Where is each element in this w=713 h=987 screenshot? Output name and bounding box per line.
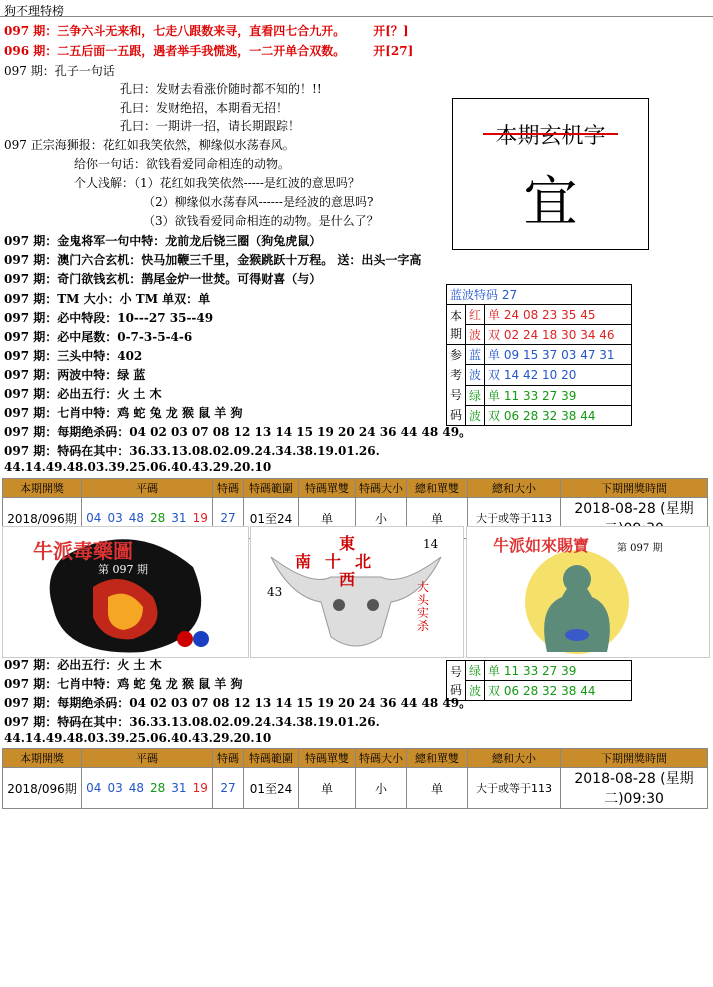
info-line: 097 期：三头中特：402 bbox=[4, 349, 143, 363]
middle-image bbox=[250, 526, 464, 658]
wave-nums: 单 24 08 23 35 45 bbox=[485, 305, 632, 325]
range-cell: 01至24 bbox=[244, 498, 299, 539]
wave-table-small bbox=[446, 660, 632, 701]
results-table-2 bbox=[2, 748, 708, 809]
wave-nums: 单 11 33 27 39 bbox=[485, 661, 632, 681]
page-title: 狗不理特榜 bbox=[4, 4, 65, 18]
wave-nums: 单 11 33 27 39 bbox=[485, 385, 632, 405]
normal-numbers: 04 03 48 28 31 19 bbox=[82, 768, 213, 809]
next-draw-time: 2018-08-28 (星期二)09:30 bbox=[561, 768, 708, 809]
num-label: 14 bbox=[423, 537, 439, 551]
size-cell: 小 bbox=[356, 768, 407, 809]
wave-side: 号 码 bbox=[447, 661, 466, 701]
right-image-issue: 第 097 期 bbox=[617, 543, 663, 554]
col-header: 特碼 bbox=[213, 479, 244, 498]
riddle-title: 本期玄机字 bbox=[495, 124, 606, 149]
wave-nums: 双 02 24 18 30 34 46 bbox=[485, 325, 632, 345]
wave-color: 波 bbox=[466, 325, 485, 345]
wave-nums: 双 14 42 10 20 bbox=[485, 365, 632, 385]
header-divider bbox=[0, 16, 713, 17]
info-line: 097 期：金鬼将军一句中特：龙前龙后铙三圈（狗兔虎鼠） bbox=[4, 234, 322, 248]
wave-color: 蓝 bbox=[466, 345, 485, 365]
right-image-title: 牛派如來賜寶 bbox=[493, 536, 590, 555]
zhengzong-line: 给你一句话：欲钱看爱同命相连的动物。 bbox=[74, 157, 291, 171]
col-header: 特碼範圍 bbox=[244, 479, 299, 498]
wave-side: 本 期 bbox=[447, 305, 466, 345]
info-line: 097 期：必中尾数：0-7-3-5-4-6 bbox=[4, 330, 193, 344]
odd-even-cell: 单 bbox=[299, 498, 356, 539]
dir-west: 西 bbox=[339, 570, 356, 589]
zhengzong-line: （3）欲钱看爱同命相连的动物。是什么了？ bbox=[143, 214, 379, 228]
num-label: 43 bbox=[267, 585, 283, 599]
range-cell: 01至24 bbox=[244, 768, 299, 809]
info-line: 097 期：七肖中特：鸡 蛇 兔 龙 猴 鼠 羊 狗 bbox=[4, 406, 243, 420]
wave-color: 波 bbox=[466, 365, 485, 385]
line-096-riddle: 096 期：二五后面一五跟，遇者举手我慌逃，一二开单合双数。 开[27] bbox=[4, 44, 414, 58]
info-line: 097 期：澳门六合玄机：快马加鞭三千里，金猴跳跃十万程。 送：出头一字高 bbox=[4, 253, 422, 267]
wave-nums: 单 09 15 37 03 47 31 bbox=[485, 345, 632, 365]
normal-numbers: 04 03 48 28 31 19 bbox=[82, 498, 213, 539]
special-number: 27 bbox=[213, 498, 244, 539]
left-image-title: 牛派毒藥圖 bbox=[33, 539, 133, 563]
sum-odd-even-cell: 单 bbox=[407, 768, 468, 809]
col-header: 總和大小 bbox=[468, 479, 561, 498]
riddle-char: 宜 bbox=[523, 170, 578, 233]
col-header: 平碼 bbox=[82, 749, 213, 768]
col-header: 特碼大小 bbox=[356, 749, 407, 768]
col-header: 總和單雙 bbox=[407, 749, 468, 768]
special-number: 27 bbox=[213, 768, 244, 809]
right-image bbox=[466, 526, 710, 658]
wave-table bbox=[446, 284, 632, 426]
left-image-issue: 第 097 期 bbox=[98, 563, 148, 576]
dir-row: 南十北 bbox=[295, 552, 386, 571]
next-draw-time: 2018-08-28 (星期 bbox=[561, 498, 708, 539]
confucius-line: 孔曰：一期讲一招，请长期跟踪！ bbox=[120, 119, 301, 133]
line-097-riddle: 097 期：三争六斗无来和，七走八跟数来寻，直看四七合九开。 开[？] bbox=[4, 24, 409, 38]
period-cell: 2018/096期 bbox=[3, 498, 82, 539]
odd-even-cell: 单 bbox=[299, 768, 356, 809]
sum-size-cell: 大于或等于113 bbox=[468, 768, 561, 809]
info-line: 097 期：特码在其中：36.33.13.08.02.09.24.34.38.19.01.26. bbox=[4, 444, 380, 458]
left-image bbox=[2, 526, 249, 658]
zhengzong-line: （2）柳缘似水荡春风------是经波的意思吗? bbox=[143, 195, 374, 209]
info-line: 097 期：每期绝杀码：04 02 03 07 08 12 13 14 15 19 20 24 36 44 48 49。 bbox=[4, 696, 472, 710]
info-line: 097 期：两波中特：绿 蓝 bbox=[4, 368, 146, 382]
confucius-line: 孔曰：发财绝招，本期看无招！ bbox=[120, 101, 289, 115]
col-header: 特碼單雙 bbox=[299, 749, 356, 768]
info-line: 097 期：特码在其中：36.33.13.08.02.09.24.34.38.19.01.26. bbox=[4, 715, 380, 729]
col-header: 總和大小 bbox=[468, 749, 561, 768]
col-header: 總和單雙 bbox=[407, 479, 468, 498]
wave-color: 绿 bbox=[466, 661, 485, 681]
wave-side: 参 考 号 码 bbox=[447, 345, 466, 426]
sum-odd-even-cell: 单 bbox=[407, 498, 468, 539]
info-line: 097 期：必出五行：火 土 木 bbox=[4, 658, 162, 672]
info-line: 44.14.49.48.03.39.25.06.40.43.29.20.10 bbox=[4, 460, 272, 474]
col-header: 特碼單雙 bbox=[299, 479, 356, 498]
side-label: 大头实杀 bbox=[417, 580, 430, 633]
info-line: 097 期：七肖中特：鸡 蛇 兔 龙 猴 鼠 羊 狗 bbox=[4, 677, 243, 691]
period-cell: 2018/096期 bbox=[3, 768, 82, 809]
zhengzong-head: 097 正宗海狮报：花红如我笑依然，柳缘似水荡春风。 bbox=[4, 138, 295, 152]
wave-color: 波 bbox=[466, 681, 485, 701]
info-line: 097 期：每期绝杀码：04 02 03 07 08 12 13 14 15 19 20 24 36 44 48 49。 bbox=[4, 425, 472, 439]
col-header: 下期開獎時間 bbox=[561, 479, 708, 498]
col-header: 平碼 bbox=[82, 479, 213, 498]
info-line: 44.14.49.48.03.39.25.06.40.43.29.20.10 bbox=[4, 731, 272, 745]
wave-nums: 双 06 28 32 38 44 bbox=[485, 681, 632, 701]
zhengzong-line: 个人浅解：（1）花红如我笑依然-----是红波的意思吗？ bbox=[74, 176, 360, 190]
confucius-line: 孔曰：发财去看涨价随时都不知的！!! bbox=[120, 82, 322, 96]
wave-title: 蓝波特码 27 bbox=[447, 285, 632, 305]
info-line: 097 期：必中特段：10---27 35--49 bbox=[4, 311, 214, 325]
wave-color: 波 bbox=[466, 405, 485, 425]
info-line: 097 期：奇门欲钱玄机：鹊尾金炉一世焚。可得财喜（与） bbox=[4, 272, 322, 286]
wave-color: 绿 bbox=[466, 385, 485, 405]
size-cell: 小 bbox=[356, 498, 407, 539]
strike-line bbox=[483, 133, 618, 135]
col-header: 特碼 bbox=[213, 749, 244, 768]
col-header: 本期開獎 bbox=[3, 479, 82, 498]
sum-size-cell: 大于或等于113 bbox=[468, 498, 561, 539]
col-header: 特碼範圍 bbox=[244, 749, 299, 768]
wave-color: 红 bbox=[466, 305, 485, 325]
col-header: 本期開獎 bbox=[3, 749, 82, 768]
info-line: 097 期：必出五行：火 土 木 bbox=[4, 387, 162, 401]
riddle-box bbox=[452, 98, 649, 250]
confucius-head: 097 期：孔子一句话 bbox=[4, 64, 115, 78]
wave-nums: 双 06 28 32 38 44 bbox=[485, 405, 632, 425]
info-line: 097 期：TM 大小：小 TM 单双：单 bbox=[4, 292, 211, 306]
col-header: 下期開獎時間 bbox=[561, 749, 708, 768]
col-header: 特碼大小 bbox=[356, 479, 407, 498]
dir-east: 東 bbox=[339, 534, 356, 553]
